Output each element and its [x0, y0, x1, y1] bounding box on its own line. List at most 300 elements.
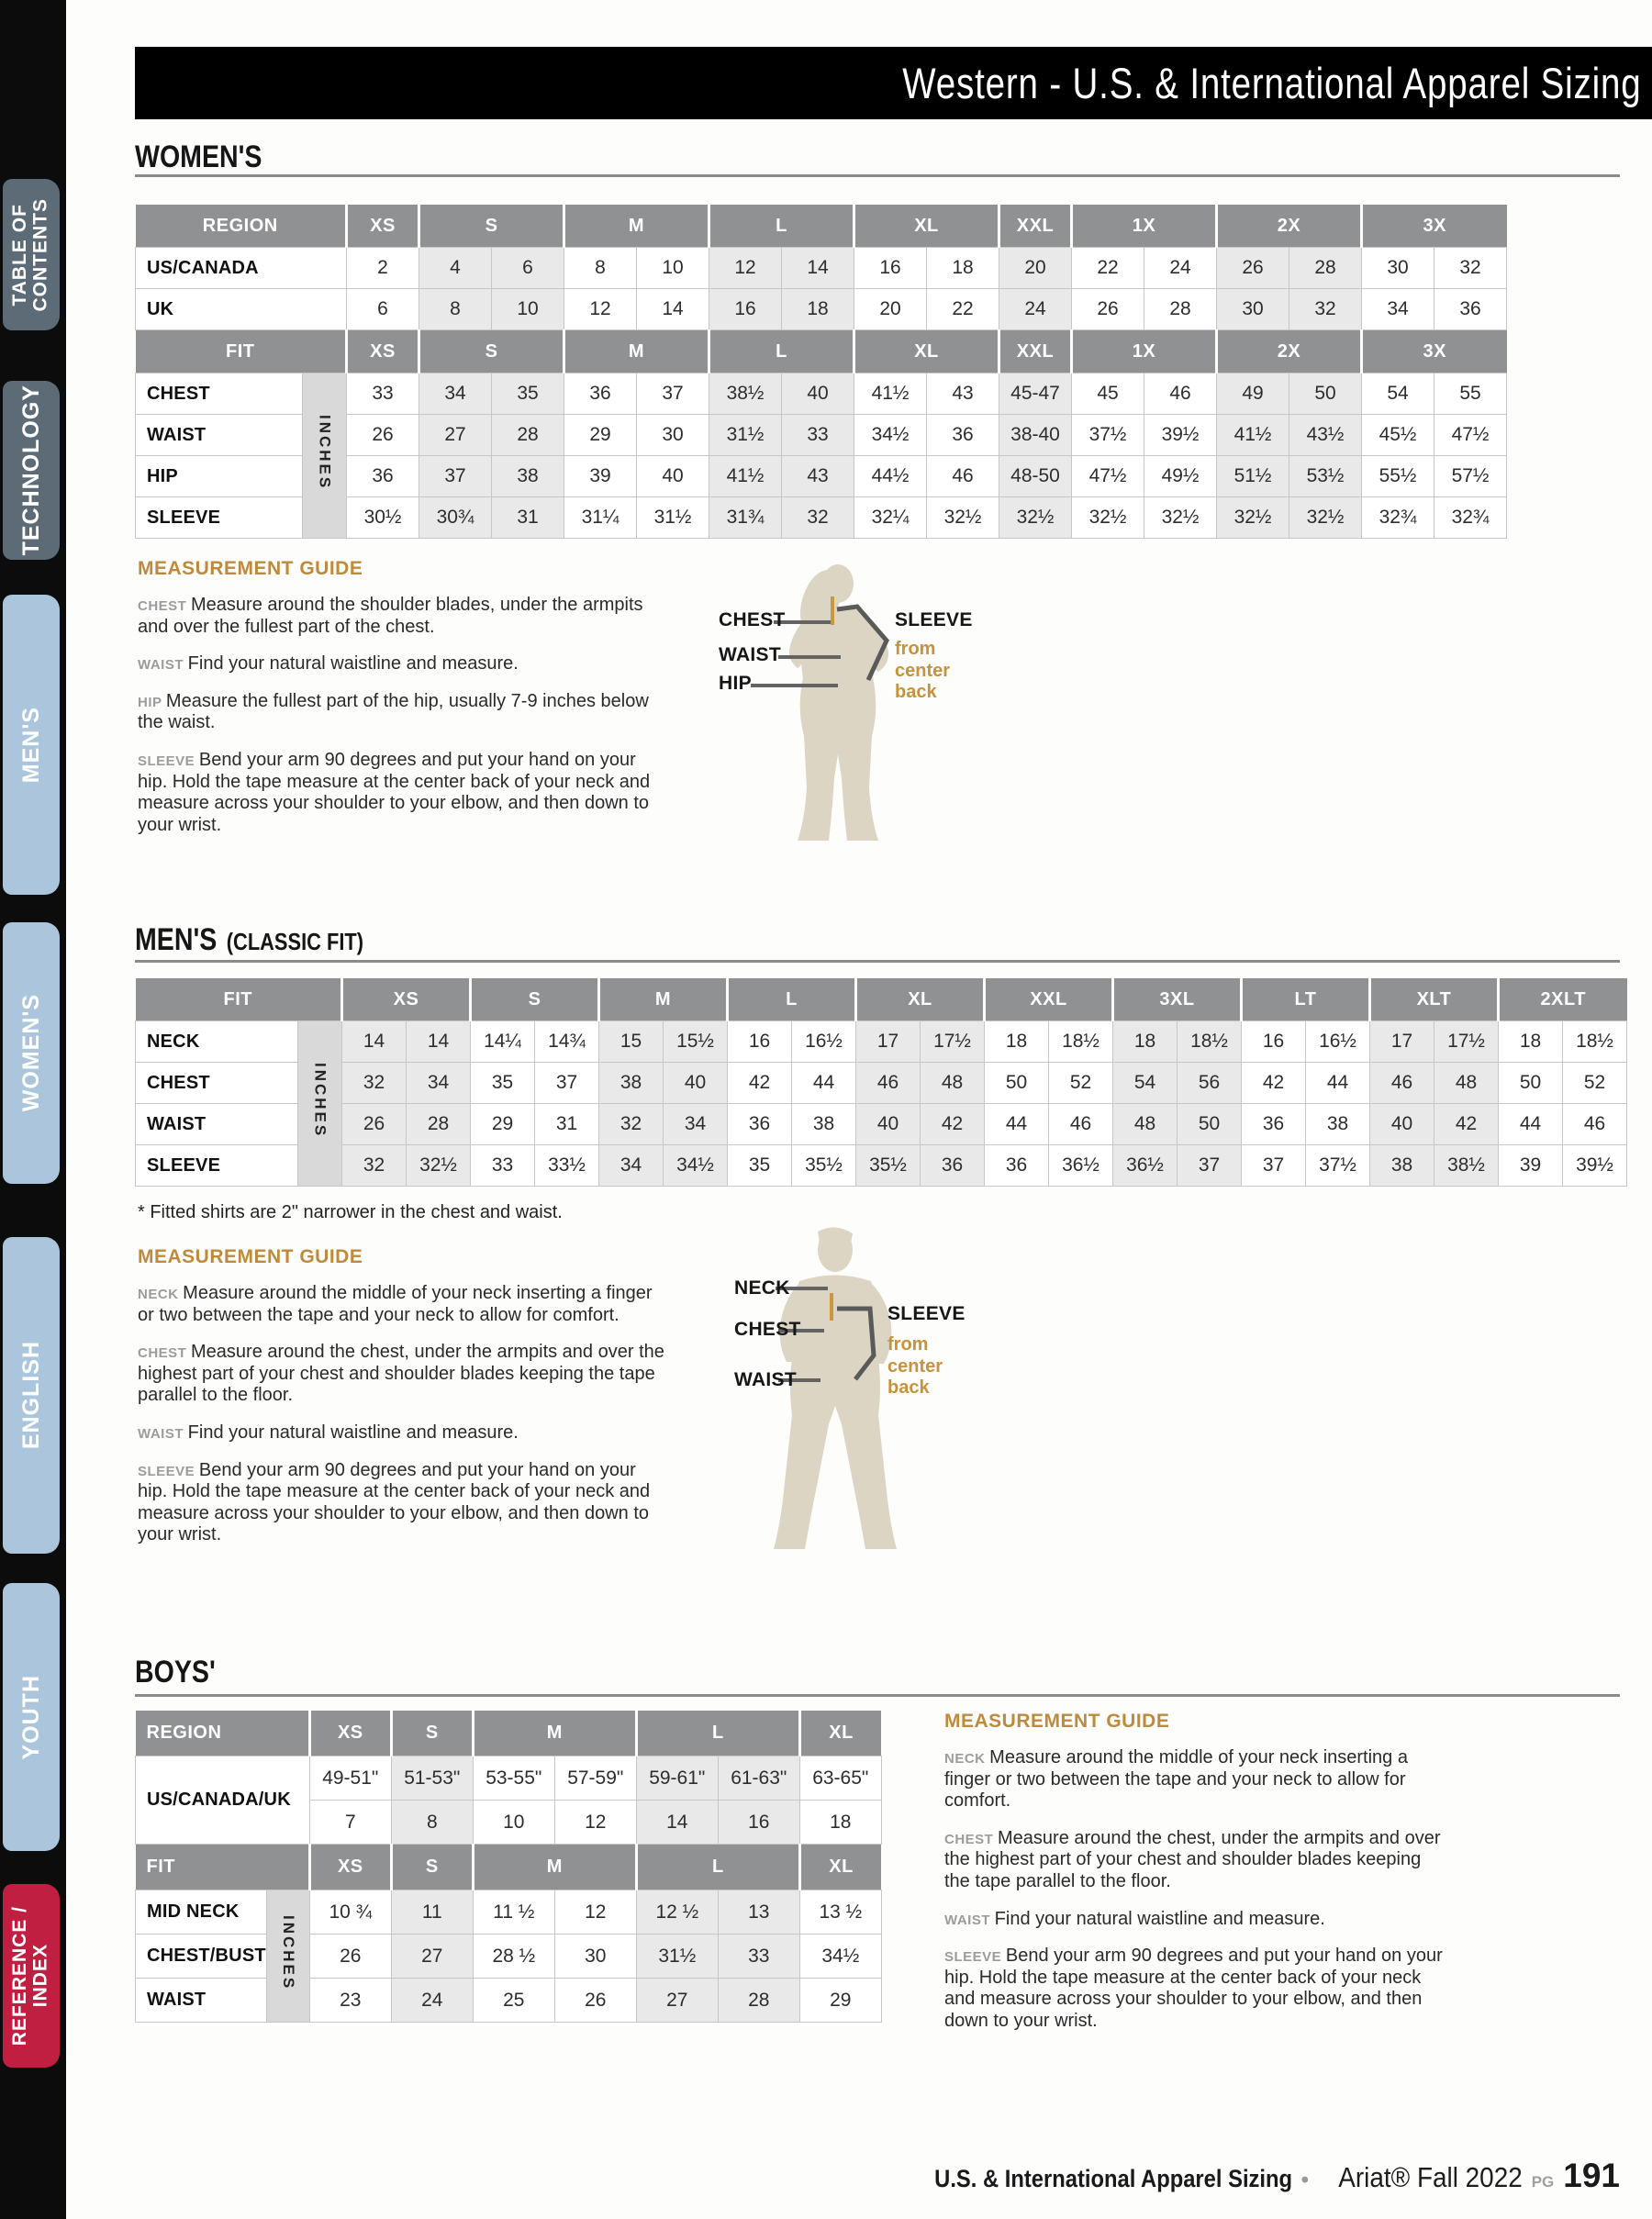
figure-chest-label: CHEST: [719, 609, 786, 630]
size-value-cell: 46: [1049, 1104, 1113, 1145]
size-value-cell: 36: [921, 1145, 985, 1187]
mens-section-title: [135, 922, 363, 958]
size-value-cell: 14: [407, 1021, 471, 1063]
table-header-label: REGION: [136, 1711, 310, 1756]
size-value-cell: 34: [419, 374, 492, 415]
guide-item-label: CHEST: [138, 598, 192, 614]
size-value-cell: 39: [1499, 1145, 1563, 1187]
size-value-cell: 4: [419, 248, 492, 289]
size-value-cell: 12 ½: [636, 1890, 718, 1935]
boys-section-title: [135, 1655, 216, 1690]
size-value-cell: 41½: [854, 374, 927, 415]
size-value-cell: 20: [854, 289, 927, 330]
row-label: US/CANADA/UK: [136, 1756, 310, 1845]
size-value-cell: 48-50: [999, 456, 1072, 497]
size-value-cell: 36½: [1049, 1145, 1113, 1187]
mens-size-table: [135, 978, 1627, 1187]
guide-item: NECK Measure around the middle of your neck inserting a finger or two between the tape and your neck to allow for comfort.: [944, 1747, 1408, 1812]
size-value-cell: 28 ½: [473, 1935, 554, 1979]
size-value-cell: 30: [1362, 248, 1434, 289]
guide-item-label: CHEST: [944, 1831, 999, 1847]
size-value-cell: 30: [554, 1935, 636, 1979]
size-value-cell: 31: [535, 1104, 599, 1145]
size-value-cell: 35½: [856, 1145, 921, 1187]
size-column-header: S: [471, 978, 599, 1021]
size-value-cell: 32¼: [854, 497, 927, 539]
size-column-header: 1X: [1072, 205, 1217, 248]
size-value-cell: 17: [1370, 1021, 1434, 1063]
size-value-cell: 49: [1217, 374, 1289, 415]
sidebar-tab-label-line: ENGLISH: [17, 1341, 44, 1450]
size-value-cell: 50: [1499, 1063, 1563, 1104]
size-value-cell: 12: [554, 1890, 636, 1935]
size-value-cell: 38-40: [999, 415, 1072, 456]
size-column-header: XS: [342, 978, 471, 1021]
sidebar-tab-label: [19, 1675, 44, 1760]
table-header-label: FIT: [136, 330, 347, 374]
boys-section-title-text: BOYS': [135, 1655, 216, 1689]
size-value-cell: 47½: [1072, 456, 1144, 497]
inches-unit-label: INCHES: [316, 415, 334, 491]
size-column-header: M: [564, 330, 709, 374]
guide-item-label: SLEEVE: [138, 1463, 199, 1479]
size-value-cell: 34: [1362, 289, 1434, 330]
figure-sleeve-note: from center back: [887, 1334, 943, 1399]
sidebar-tab-technology[interactable]: [3, 381, 60, 560]
row-label: CHEST/BUST: [136, 1935, 267, 1979]
guide-item: CHEST Measure around the shoulder blades, under the armpits and over the fullest part of the chest.: [138, 595, 643, 637]
sidebar-tab-label: [10, 1906, 51, 2046]
size-value-cell: 27: [636, 1979, 718, 2023]
size-value-cell: 18: [1113, 1021, 1178, 1063]
size-value-cell: 44½: [854, 456, 927, 497]
guide-item-label: HIP: [138, 694, 166, 710]
figure-hip-label: HIP: [719, 673, 752, 694]
size-value-cell: 36: [564, 374, 637, 415]
size-value-cell: 51-53": [391, 1756, 473, 1801]
size-column-header: 3XL: [1113, 978, 1242, 1021]
size-column-header: XL: [854, 205, 999, 248]
size-column-header: 1X: [1072, 330, 1217, 374]
sidebar-tab-label-line: REFERENCE /: [9, 1905, 31, 2046]
size-column-header: XL: [854, 330, 999, 374]
size-value-cell: 51½: [1217, 456, 1289, 497]
size-value-cell: 8: [564, 248, 637, 289]
footer-separator-dot: •: [1300, 2168, 1309, 2192]
sidebar-tab-label-line: INDEX: [30, 1944, 51, 2008]
size-value-cell: 35: [492, 374, 564, 415]
table-row: [136, 1145, 1627, 1187]
footer-page-label: PG: [1531, 2173, 1555, 2191]
sidebar-tab-table-of-contents[interactable]: [3, 179, 60, 330]
size-value-cell: 35: [471, 1063, 535, 1104]
size-value-cell: 12: [564, 289, 637, 330]
table-row: [136, 248, 1507, 289]
size-value-cell: 16: [728, 1021, 792, 1063]
size-value-cell: 18½: [1178, 1021, 1242, 1063]
section-divider: [135, 960, 1620, 963]
size-value-cell: 32: [782, 497, 854, 539]
sidebar-tab-label: [19, 1341, 44, 1449]
size-value-cell: 18: [985, 1021, 1049, 1063]
size-value-cell: 31½: [637, 497, 709, 539]
size-value-cell: 41½: [709, 456, 782, 497]
size-value-cell: 18½: [1049, 1021, 1113, 1063]
womens-section-title: [135, 139, 262, 175]
size-value-cell: 63-65": [799, 1756, 881, 1801]
womens-measurement-guide: [138, 558, 668, 852]
size-value-cell: 32: [342, 1063, 407, 1104]
size-value-cell: 38: [599, 1063, 664, 1104]
inches-unit-cell: [298, 1021, 342, 1187]
size-value-cell: 12: [709, 248, 782, 289]
size-value-cell: 26: [342, 1104, 407, 1145]
size-value-cell: 39½: [1144, 415, 1217, 456]
size-value-cell: 32½: [927, 497, 999, 539]
size-value-cell: 22: [1072, 248, 1144, 289]
size-value-cell: 26: [1072, 289, 1144, 330]
row-label: WAIST: [136, 415, 303, 456]
size-value-cell: 29: [471, 1104, 535, 1145]
size-value-cell: 57½: [1434, 456, 1507, 497]
size-value-cell: 35½: [792, 1145, 856, 1187]
size-column-header: M: [473, 1845, 636, 1890]
size-column-header: L: [709, 330, 854, 374]
size-value-cell: 6: [492, 248, 564, 289]
size-value-cell: 43½: [1289, 415, 1362, 456]
size-table: [135, 205, 1507, 539]
table-row: [136, 1021, 1627, 1063]
size-value-cell: 42: [728, 1063, 792, 1104]
figure-sleeve-label: SLEEVE: [887, 1303, 966, 1324]
guide-item: NECK Measure around the middle of your neck inserting a finger or two between the tape and your neck to allow for comfort.: [138, 1283, 653, 1325]
size-value-cell: 42: [1434, 1104, 1499, 1145]
size-column-header: S: [391, 1711, 473, 1756]
size-value-cell: 6: [347, 289, 419, 330]
size-value-cell: 16: [718, 1801, 799, 1845]
sidebar-tab-mens[interactable]: [3, 595, 60, 895]
size-value-cell: 28: [1144, 289, 1217, 330]
size-value-cell: 36: [347, 456, 419, 497]
size-value-cell: 38½: [1434, 1145, 1499, 1187]
size-value-cell: 31½: [636, 1935, 718, 1979]
guide-item-label: SLEEVE: [944, 1949, 1006, 1966]
size-value-cell: 7: [309, 1801, 391, 1845]
size-value-cell: 27: [391, 1935, 473, 1979]
sidebar-tab-label: [19, 707, 44, 783]
size-value-cell: 14¼: [471, 1021, 535, 1063]
size-value-cell: 48: [1434, 1063, 1499, 1104]
size-value-cell: 37: [535, 1063, 599, 1104]
size-value-cell: 49-51": [309, 1756, 391, 1801]
sidebar-tab-label-line: TECHNOLOGY: [17, 385, 44, 556]
guide-item-label: WAIST: [944, 1912, 995, 1928]
woman-silhouette-icon: [698, 558, 991, 861]
size-value-cell: 18½: [1563, 1021, 1627, 1063]
guide-item-label: WAIST: [138, 657, 188, 674]
size-value-cell: 48: [1113, 1104, 1178, 1145]
size-value-cell: 29: [564, 415, 637, 456]
size-column-header: S: [419, 205, 564, 248]
size-value-cell: 43: [927, 374, 999, 415]
size-value-cell: 44: [1499, 1104, 1563, 1145]
sidebar-tab-label: [19, 994, 44, 1111]
size-column-header: XXL: [999, 330, 1072, 374]
size-value-cell: 26: [1217, 248, 1289, 289]
size-value-cell: 14: [637, 289, 709, 330]
size-column-header: XS: [309, 1711, 391, 1756]
size-value-cell: 38: [1306, 1104, 1370, 1145]
size-column-header: XL: [856, 978, 985, 1021]
size-column-header: S: [419, 330, 564, 374]
size-value-cell: 45-47: [999, 374, 1072, 415]
size-value-cell: 54: [1362, 374, 1434, 415]
size-value-cell: 53-55": [473, 1756, 554, 1801]
size-value-cell: 34: [407, 1063, 471, 1104]
guide-item-label: CHEST: [138, 1345, 192, 1362]
size-table: [135, 978, 1627, 1187]
table-row: [136, 1756, 882, 1801]
size-value-cell: 37: [1242, 1145, 1306, 1187]
boys-size-table: [135, 1711, 882, 2023]
size-value-cell: 30: [1217, 289, 1289, 330]
size-value-cell: 48: [921, 1063, 985, 1104]
size-value-cell: 30¾: [419, 497, 492, 539]
size-value-cell: 22: [927, 289, 999, 330]
size-column-header: L: [709, 205, 854, 248]
size-column-header: L: [636, 1711, 799, 1756]
sidebar-tab-label-line: CONTENTS: [30, 197, 51, 312]
size-value-cell: 26: [554, 1979, 636, 2023]
size-value-cell: 15½: [664, 1021, 728, 1063]
page-footer: [135, 2157, 1620, 2195]
size-value-cell: 23: [309, 1979, 391, 2023]
size-value-cell: 24: [999, 289, 1072, 330]
guide-item: SLEEVE Bend your arm 90 degrees and put your hand on your hip. Hold the tape measure at the center back of your neck and measure across your shoulder to your elbow, and then down to your wrist.: [138, 749, 651, 835]
size-value-cell: 40: [664, 1063, 728, 1104]
size-value-cell: 16: [854, 248, 927, 289]
sidebar-tab-label-line: YOUTH: [17, 1674, 44, 1760]
size-value-cell: 42: [1242, 1063, 1306, 1104]
row-label: CHEST: [136, 1063, 298, 1104]
size-value-cell: 10: [473, 1801, 554, 1845]
size-column-header: 2XLT: [1499, 978, 1627, 1021]
size-value-cell: 52: [1049, 1063, 1113, 1104]
size-value-cell: 39½: [1563, 1145, 1627, 1187]
table-row: [136, 1935, 882, 1979]
size-value-cell: 33: [471, 1145, 535, 1187]
size-value-cell: 17½: [921, 1021, 985, 1063]
size-value-cell: 61-63": [718, 1756, 799, 1801]
size-value-cell: 34½: [854, 415, 927, 456]
mens-section-title-text: MEN'S: [135, 922, 218, 957]
size-value-cell: 24: [391, 1979, 473, 2023]
row-label: NECK: [136, 1021, 298, 1063]
size-value-cell: 8: [419, 289, 492, 330]
size-column-header: M: [564, 205, 709, 248]
guide-item-label: SLEEVE: [138, 753, 199, 769]
table-header-label: FIT: [136, 1845, 310, 1890]
size-value-cell: 50: [985, 1063, 1049, 1104]
size-value-cell: 37½: [1072, 415, 1144, 456]
size-column-header: XL: [799, 1711, 881, 1756]
row-label: WAIST: [136, 1104, 298, 1145]
size-value-cell: 56: [1178, 1063, 1242, 1104]
size-value-cell: 46: [1563, 1104, 1627, 1145]
sidebar-tab-label-line: TABLE OF: [9, 203, 31, 307]
size-value-cell: 8: [391, 1801, 473, 1845]
measurement-guide-title: MEASUREMENT GUIDE: [138, 1246, 363, 1267]
size-value-cell: 31½: [709, 415, 782, 456]
size-value-cell: 28: [718, 1979, 799, 2023]
size-value-cell: 11 ½: [473, 1890, 554, 1935]
size-value-cell: 28: [407, 1104, 471, 1145]
size-value-cell: 43: [782, 456, 854, 497]
size-column-header: S: [391, 1845, 473, 1890]
sidebar-tab-label: [19, 385, 44, 555]
size-value-cell: 16½: [1306, 1021, 1370, 1063]
table-row: [136, 1890, 882, 1935]
size-value-cell: 31: [492, 497, 564, 539]
size-value-cell: 14: [342, 1021, 407, 1063]
row-label: MID NECK: [136, 1890, 267, 1935]
figure-sleeve-label: SLEEVE: [895, 609, 973, 630]
size-value-cell: 27: [419, 415, 492, 456]
size-value-cell: 28: [1289, 248, 1362, 289]
size-value-cell: 37: [1178, 1145, 1242, 1187]
size-value-cell: 33½: [535, 1145, 599, 1187]
size-value-cell: 10: [637, 248, 709, 289]
row-label: SLEEVE: [136, 497, 303, 539]
size-value-cell: 14: [782, 248, 854, 289]
size-value-cell: 37½: [1306, 1145, 1370, 1187]
size-value-cell: 54: [1113, 1063, 1178, 1104]
size-value-cell: 50: [1178, 1104, 1242, 1145]
size-value-cell: 37: [419, 456, 492, 497]
size-column-header: XL: [799, 1845, 881, 1890]
row-label: US/CANADA: [136, 248, 347, 289]
size-value-cell: 36½: [1113, 1145, 1178, 1187]
size-column-header: XLT: [1370, 978, 1499, 1021]
size-value-cell: 14: [636, 1801, 718, 1845]
size-value-cell: 32½: [1289, 497, 1362, 539]
size-value-cell: 32½: [999, 497, 1072, 539]
size-value-cell: 10 ¾: [309, 1890, 391, 1935]
section-divider: [135, 1694, 1620, 1697]
size-column-header: M: [473, 1711, 636, 1756]
sidebar-tab-label-line: WOMEN'S: [17, 994, 44, 1112]
size-column-header: M: [599, 978, 728, 1021]
size-column-header: XXL: [999, 205, 1072, 248]
row-label: HIP: [136, 456, 303, 497]
size-column-header: XXL: [985, 978, 1113, 1021]
size-value-cell: 32: [1434, 248, 1507, 289]
boys-measurement-guide: [944, 1711, 1447, 2048]
figure-neck-label: NECK: [734, 1277, 790, 1299]
sidebar-tab-english[interactable]: [3, 1237, 60, 1554]
size-table: [135, 1711, 882, 2023]
size-column-header: XS: [309, 1845, 391, 1890]
size-value-cell: 46: [856, 1063, 921, 1104]
size-value-cell: 36: [1242, 1104, 1306, 1145]
table-header-label: FIT: [136, 978, 342, 1021]
table-row: [136, 1979, 882, 2023]
size-value-cell: 49½: [1144, 456, 1217, 497]
sidebar-tab-reference-index[interactable]: [3, 1884, 60, 2068]
size-value-cell: 13 ½: [799, 1890, 881, 1935]
size-value-cell: 34: [599, 1145, 664, 1187]
figure-sleeve-note: from center back: [895, 639, 951, 703]
inches-unit-cell: [303, 374, 347, 539]
size-value-cell: 45: [1072, 374, 1144, 415]
size-column-header: L: [636, 1845, 799, 1890]
size-value-cell: 40: [1370, 1104, 1434, 1145]
size-value-cell: 38: [792, 1104, 856, 1145]
size-value-cell: 17: [856, 1021, 921, 1063]
size-value-cell: 25: [473, 1979, 554, 2023]
size-value-cell: 55: [1434, 374, 1507, 415]
size-value-cell: 32: [342, 1145, 407, 1187]
size-value-cell: 40: [637, 456, 709, 497]
size-value-cell: 52: [1563, 1063, 1627, 1104]
size-value-cell: 30½: [347, 497, 419, 539]
guide-item-label: WAIST: [138, 1425, 188, 1442]
size-value-cell: 14¾: [535, 1021, 599, 1063]
size-column-header: XS: [347, 330, 419, 374]
mens-measurement-guide: [138, 1246, 668, 1562]
table-row: [136, 1104, 1627, 1145]
guide-item: WAIST Find your natural waistline and measure.: [138, 1422, 519, 1443]
size-value-cell: 32½: [1144, 497, 1217, 539]
size-value-cell: 46: [1370, 1063, 1434, 1104]
size-value-cell: 44: [1306, 1063, 1370, 1104]
size-value-cell: 42: [921, 1104, 985, 1145]
guide-item: WAIST Find your natural waistline and measure.: [944, 1908, 1325, 1929]
row-label: CHEST: [136, 374, 303, 415]
size-value-cell: 2: [347, 248, 419, 289]
sidebar-tab-womens[interactable]: [3, 922, 60, 1184]
womens-size-table: [135, 205, 1507, 539]
size-value-cell: 37: [637, 374, 709, 415]
size-value-cell: 31¼: [564, 497, 637, 539]
size-value-cell: 11: [391, 1890, 473, 1935]
mens-figure: [698, 1221, 1010, 1583]
table-header-label: REGION: [136, 205, 347, 248]
sidebar-tab-youth[interactable]: [3, 1583, 60, 1851]
size-value-cell: 36: [927, 415, 999, 456]
inches-unit-cell: [266, 1890, 309, 2023]
guide-item: WAIST Find your natural waistline and measure.: [138, 653, 519, 675]
size-column-header: 3X: [1362, 330, 1507, 374]
sidebar-tab-label-line: MEN'S: [17, 706, 44, 784]
size-value-cell: 39: [564, 456, 637, 497]
womens-section-title-text: WOMEN'S: [135, 139, 262, 174]
size-value-cell: 18: [799, 1801, 881, 1845]
size-value-cell: 26: [309, 1935, 391, 1979]
size-value-cell: 24: [1144, 248, 1217, 289]
size-value-cell: 44: [985, 1104, 1049, 1145]
size-value-cell: 33: [718, 1935, 799, 1979]
size-value-cell: 32¾: [1362, 497, 1434, 539]
size-value-cell: 32: [599, 1104, 664, 1145]
row-label: WAIST: [136, 1979, 267, 2023]
size-value-cell: 18: [927, 248, 999, 289]
size-value-cell: 32½: [1072, 497, 1144, 539]
section-divider: [135, 174, 1620, 177]
size-value-cell: 53½: [1289, 456, 1362, 497]
guide-item: SLEEVE Bend your arm 90 degrees and put your hand on your hip. Hold the tape measure at the center back of your neck and measure across your shoulder to your elbow, and then down to your wrist.: [138, 1459, 651, 1545]
size-value-cell: 38½: [709, 374, 782, 415]
